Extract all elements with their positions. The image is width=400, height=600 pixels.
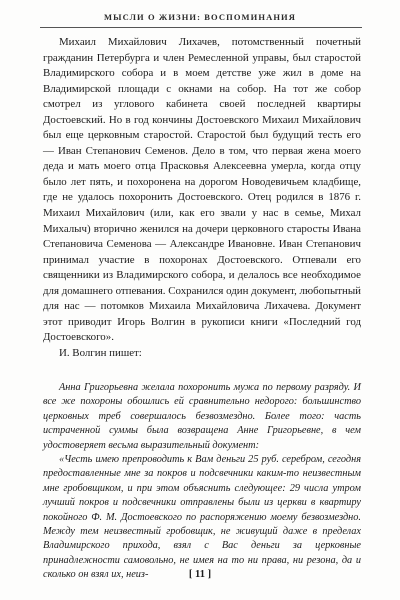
quote-paragraph-2: «Честь имею препроводить к Вам деньги 25 руб. серебром, сегодня предоставленные мне за покров и подсвечники каким-то неизвестным мне гробовщиком, и при этом объяснить следующее: 29 числа утром лучший покров и подсвечники отправлены были из церкви в квартиру покойного Ф. М. Достоевского по распоряжению моему безвозмездно. Между тем неизвестный гробовщик, не живущий даже в пределах Владимирского прихода, взял с Вас деньги за церковные принадлежности самовольно, не имея на то ни права, ни резона, да и сколько он взял их, неиз- xyxy=(43,454,361,581)
quoted-passage xyxy=(43,381,361,583)
header-rule xyxy=(40,27,362,28)
running-head: МЫСЛИ О ЖИЗНИ: ВОСПОМИНАНИЯ xyxy=(104,12,296,22)
paragraph-1: Михаил Михайлович Лихачев, потомственный почетный гражданин Петербурга и член Ремесленной управы, был старостой Владимирского собора и в моем детстве уже жил в доме на Владимирской площади с окнами на собор. На тот же собор смотрел из углового кабинета своей последней квартиры Достоевский. Но в год кончины Достоевского Михаил Михайлович был еще церковным старостой. Старостой был будущий тесть его — Иван Степанович Семенов. Дело в том, что первая жена моего деда и мать моего отца Прасковья Алексеевна умерла, когда отцу было лет пять, и похоронена на дорогом Новодевичьем кладбище, где не удалось похоронить Достоевского. Отец родился в 1876 г. Михаил Михайлович (или, как его звали у нас в семье, Михал Михалыч) вторично женился на дочери церковного старосты Ивана Степановича Семенова — Александре Ивановне. Иван Степанович принимал участие в похоронах Достоевского. Отпевали его священники из Владимирского собора, и делалось все необходимое для домашнего отпевания. Сохранился один документ, любопытный для нас — потомков Михаила Михайловича Лихачева. Документ этот приводит Игорь Волгин в рукописи книги «Последний год Достоевского». xyxy=(43,36,361,344)
page-number: [ 11 ] xyxy=(188,569,212,580)
main-text xyxy=(43,35,361,361)
paragraph-2: И. Волгин пишет: xyxy=(59,346,142,359)
quote-paragraph-1: Анна Григорьевна желала похоронить мужа по первому разряду. И все же похороны обошлись ей сравнительно недорого: большинство церковных треб совершалось безвозмездно. Более того: часть истраченной суммы была возвращена Анне Григорьевне, в чем удостоверяет весьма выразительный документ: xyxy=(43,382,361,451)
